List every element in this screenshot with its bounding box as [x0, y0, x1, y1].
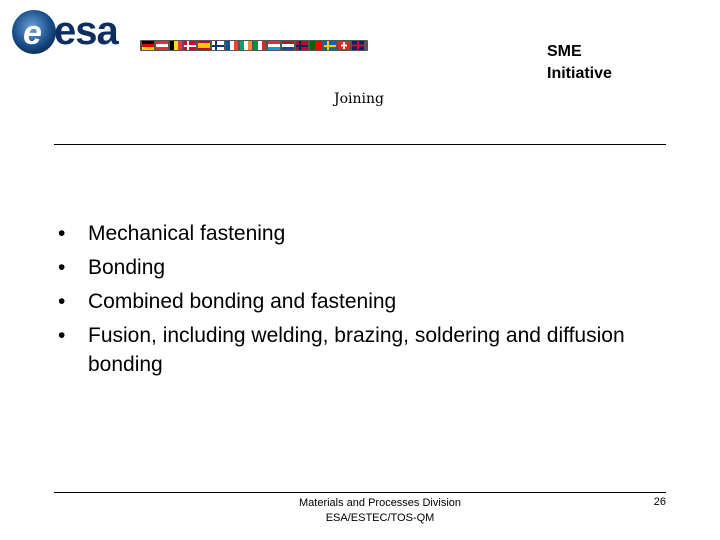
- svg-text:esa: esa: [54, 9, 118, 53]
- list-item: [58, 251, 658, 285]
- slide-title: [0, 91, 720, 107]
- bullet-glyph: •: [58, 222, 66, 245]
- bullet-text: Mechanical fastening: [88, 222, 286, 245]
- esa-logo: [10, 4, 370, 60]
- list-item: [58, 285, 658, 319]
- member-flags-strip: [140, 40, 368, 51]
- sme-initiative-label: [547, 41, 612, 85]
- bullet-list: [58, 217, 658, 382]
- bullet-glyph: •: [58, 256, 66, 279]
- footer-credit: [240, 496, 520, 526]
- bullet-glyph: •: [58, 324, 66, 347]
- bullet-text: Fusion, including welding, brazing, soldering and diffusion bonding: [88, 324, 625, 376]
- list-item: [58, 319, 658, 382]
- footer-divider: [54, 492, 666, 493]
- svg-text:e: e: [23, 14, 42, 52]
- list-item: [58, 217, 658, 251]
- sme-line-2: Initiative: [547, 65, 612, 82]
- bullet-text: Combined bonding and fastening: [88, 290, 397, 313]
- slide-title-text: Joining: [334, 91, 384, 107]
- sme-line-1: SME: [547, 43, 582, 60]
- bullet-text: Bonding: [88, 256, 166, 279]
- footer-line-2: ESA/ESTEC/TOS-QM: [325, 512, 435, 524]
- bullet-glyph: •: [58, 290, 66, 313]
- header-divider: [54, 144, 666, 145]
- page-number: 26: [653, 496, 666, 508]
- footer-line-1: Materials and Processes Division: [298, 497, 461, 509]
